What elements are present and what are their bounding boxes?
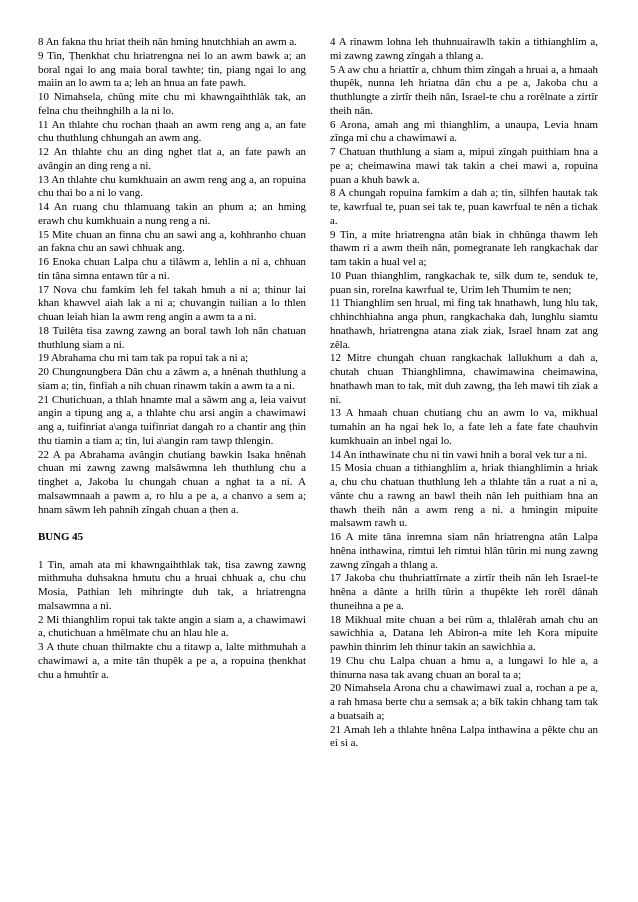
verse: 3 A thute chuan thilmakte chu a titawp a, lalte mithmuhah a chawimawi a, a mite tân thupêk a pe a, a ropuina ṭhenkhat chu a hmuhtîr a. <box>38 641 306 681</box>
verse: 8 A chungah ropuina famkim a dah a; tin, silhfen hautak tak te, kawrfual te, puan sei tak te, puan kawrfual te nên a tichak a. <box>330 187 598 227</box>
verse: 5 A aw chu a hriattîr a, chhum thim zîngah a hruai a, a hmaah thupêk, nunna leh hriatna dân chu a pe a, Jakoba chu a thuthlungte a zirtîr theih nân, Israel-te chu a rorêlnate a zirtîr theih nân. <box>330 63 598 117</box>
verse: 10 Nimahsela, chûng mite chu mi khawngaihthlâk tak, an felna chu theihnghilh a la ni lo. <box>38 91 306 117</box>
verse: 18 Tuilêta tisa zawng zawng an boral tawh loh nân chatuan thuthlung siam a ni. <box>38 324 306 351</box>
verse: 4 A rinawm lohna leh thuhnuairawlh takin a tithianghlim a, mi zawng zawng zîngah a thlang a. <box>330 36 598 62</box>
verse: 19 Abrahama chu mi tam tak pa ropui tak a ni a; <box>38 352 249 365</box>
verse: 17 Jakoba chu thuhriattîrnate a zirtîr theih nân leh Israel-te hnêna a dânte a hrilh tûrin a thupêkte leh rorêl dânah thuneihna a pe a. <box>330 572 598 612</box>
verse: 20 Chungnungbera Dân chu a zâwm a, a hnênah thuthlung a siam a; tin, finfiah a nih chuan rinawm takin a awm ta a ni. <box>38 366 306 392</box>
verse: 17 Nova chu famkim leh fel takah hmuh a ni a; thinur lai khan khawvel aiah lak a ni a; chuvangin tuilian a lo thlen chuan leiah hian la awm reng angin a awm ta a ni. <box>38 283 306 323</box>
verse: 9 Tin, Ṭhenkhat chu hriatrengna nei lo an awm bawk a; an boral ngai lo ang maia boral tawhte; tin, piang ngai lo ang maiin an lo awm ta a; leh an hnua an fate pawh. <box>38 49 306 90</box>
verse: 13 A hmaah chuan chutiang chu an awm lo va, mikhual tumahin an ha ngai hek lo, a fate leh a fate fate chauhvin kumkhuain an inbel ngai lo. <box>330 407 598 447</box>
verse: 7 Chatuan thuthlung a siam a, mipui zîngah puithiam hna a pe a; cheimawina mawi tak takin a chei mawi a, ropuina puan a khuh bawk a. <box>330 146 598 186</box>
verse: 10 Puan thianghlim, rangkachak te, silk dum te, senduk te, puan sin, rorelna kawrfual te, Urim leh Thumim te nen; <box>330 269 598 296</box>
verse: 8 An fakna thu hriat theih nân hming hnutchhiah an awm a. <box>38 36 297 48</box>
verse: 14 An ruang chu thlamuang takin an phum a; an hming erawh chu kumkhuain a nung reng a ni. <box>38 201 306 227</box>
verse: 22 A pa Abrahama avângin chutiang bawkin Isaka hnênah chuan mi zawng zawng malsâwmna leh thuthlung chu a tinghet a, Jakoba lu chungah chuan a nghat ta a ni. A malsawmnaah a pawm a, ro hlu a pe a, a chanvo a sem a; hnam sâwm leh pahnih zîngah chuan a ṭhen a. <box>38 448 306 516</box>
verse: 1 Tin, amah ata mi khawngaihthlak tak, tisa zawng zawng mithmuha duhsakna hmutu chu a hruai chhuak a, chu chu Mosia, Pathian leh mihringte duh tak, a hriatrengna malsawmna a ni. <box>38 558 306 612</box>
verse: 13 An thlahte chu kumkhuain an awm reng ang a, an ropuina chu thai bo a ni lo vang. <box>38 173 306 200</box>
verse: 16 A mite tâna inremna siam nân hriatrengna atân Lalpa hnêna inthawina, rimtui leh rimtui hlân tûrin mi nung zawng zawng zîngah a thlang a. <box>330 531 598 571</box>
verse: 6 Arona, amah ang mi thianghlim, a unaupa, Levia hnam zînga mi chu a chawimawi a. <box>330 118 598 145</box>
verse: 21 Chutichuan, a thlah hnamte mal a sâwm ang a, leia vaivut angin a tipung ang a, a thlahte chu arsi angin a chawimawi ang a, tuifinriat a\anga tuifinriat dangah ro a chantir ang ṭhin thu tiamin a tiam a; tin, lui a\angin ram tawp thlengin. <box>38 393 306 447</box>
verse: 18 Mikhual mite chuan a bei rûm a, thlalêrah amah chu an sawichhia a, Datana leh Abiron-a mite leh Kora mipuite pawhin thinrim leh thinur takin an sawichhia a. <box>330 613 598 653</box>
verse: 12 Mitre chungah chuan rangkachak lallukhum a dah a, chutah chuan Thianghlimna, chawimawina cheimawina, hnathawh man to tak, mit duh zawng, ṭha leh mawi tih ziak a ni. <box>330 352 598 406</box>
verse: 11 Thianghlim sen hrual, mi fing tak hnathawh, lung hlu tak, chhinchhiahna anga phun, rangkachaka dah, lunghlu siamtu hnathawh, hriatrengna atana ziak ziak, Israel hnam zat ang zêla. <box>330 297 598 351</box>
verse: 14 An inthawinate chu ni tin vawi hnih a boral vek tur a ni. <box>330 448 588 461</box>
verse: 15 Mosia chuan a tithianghlim a, hriak thianghlimin a hriak a, chu chu chatuan thuthlung leh a thlahte tân a ruat a ni a, vânte chu a rawng an bawl theih nân leh puithiam hna an thawh theih nân a awm reng a ni. a hmingin mipuite malsawm rawh u. <box>330 462 598 530</box>
verse: 19 Chu chu Lalpa chuan a hmu a, a lungawi lo hle a, a thinurna nasa tak avang chuan an boral ta a; <box>330 654 598 681</box>
verse: 20 Nimahsela Arona chu a chawimawi zual a, rochan a pe a, a rah hmasa berte chu a semsak a; a bîk takin chhang tam tak a buatsaih a; <box>330 682 598 722</box>
document-page <box>38 36 604 866</box>
verse: 15 Mite chuan an finna chu an sawi ang a, kohhranho chuan an fakna chu an sawi chhuak ang. <box>38 228 306 255</box>
right-column <box>330 36 598 751</box>
verse: 12 An thlahte chu an ding nghet tlat a, an fate pawh an avângin an ding reng a ni. <box>38 146 306 172</box>
verse: 9 Tin, a mite hriatrengna atân biak in chhûnga thawm leh thawm ri a awm theih nân, pomegranate leh rangkachak dar tam takin a hual vel a; <box>330 228 598 268</box>
verse: 21 Amah leh a thlahte hnêna Lalpa inthawina a pêkte chu an ei si a. <box>330 723 598 750</box>
left-column <box>38 36 306 682</box>
verse: 2 Mi thianghlim ropui tak takte angin a siam a, a chawimawi a, chutichuan a hmêlmate chu an hlau hle a. <box>38 613 306 640</box>
chapter-heading: BUNG 45 <box>38 531 84 543</box>
verse: 16 Enoka chuan Lalpa chu a tilâwm a, lehlin a ni a, chhuan tin tâna simna entawn tûr a ni. <box>38 256 306 282</box>
verse: 11 An thlahte chu rochan ṭhaah an awm reng ang a, an fate chu thuthlung chhungah an awm ang. <box>38 118 306 145</box>
